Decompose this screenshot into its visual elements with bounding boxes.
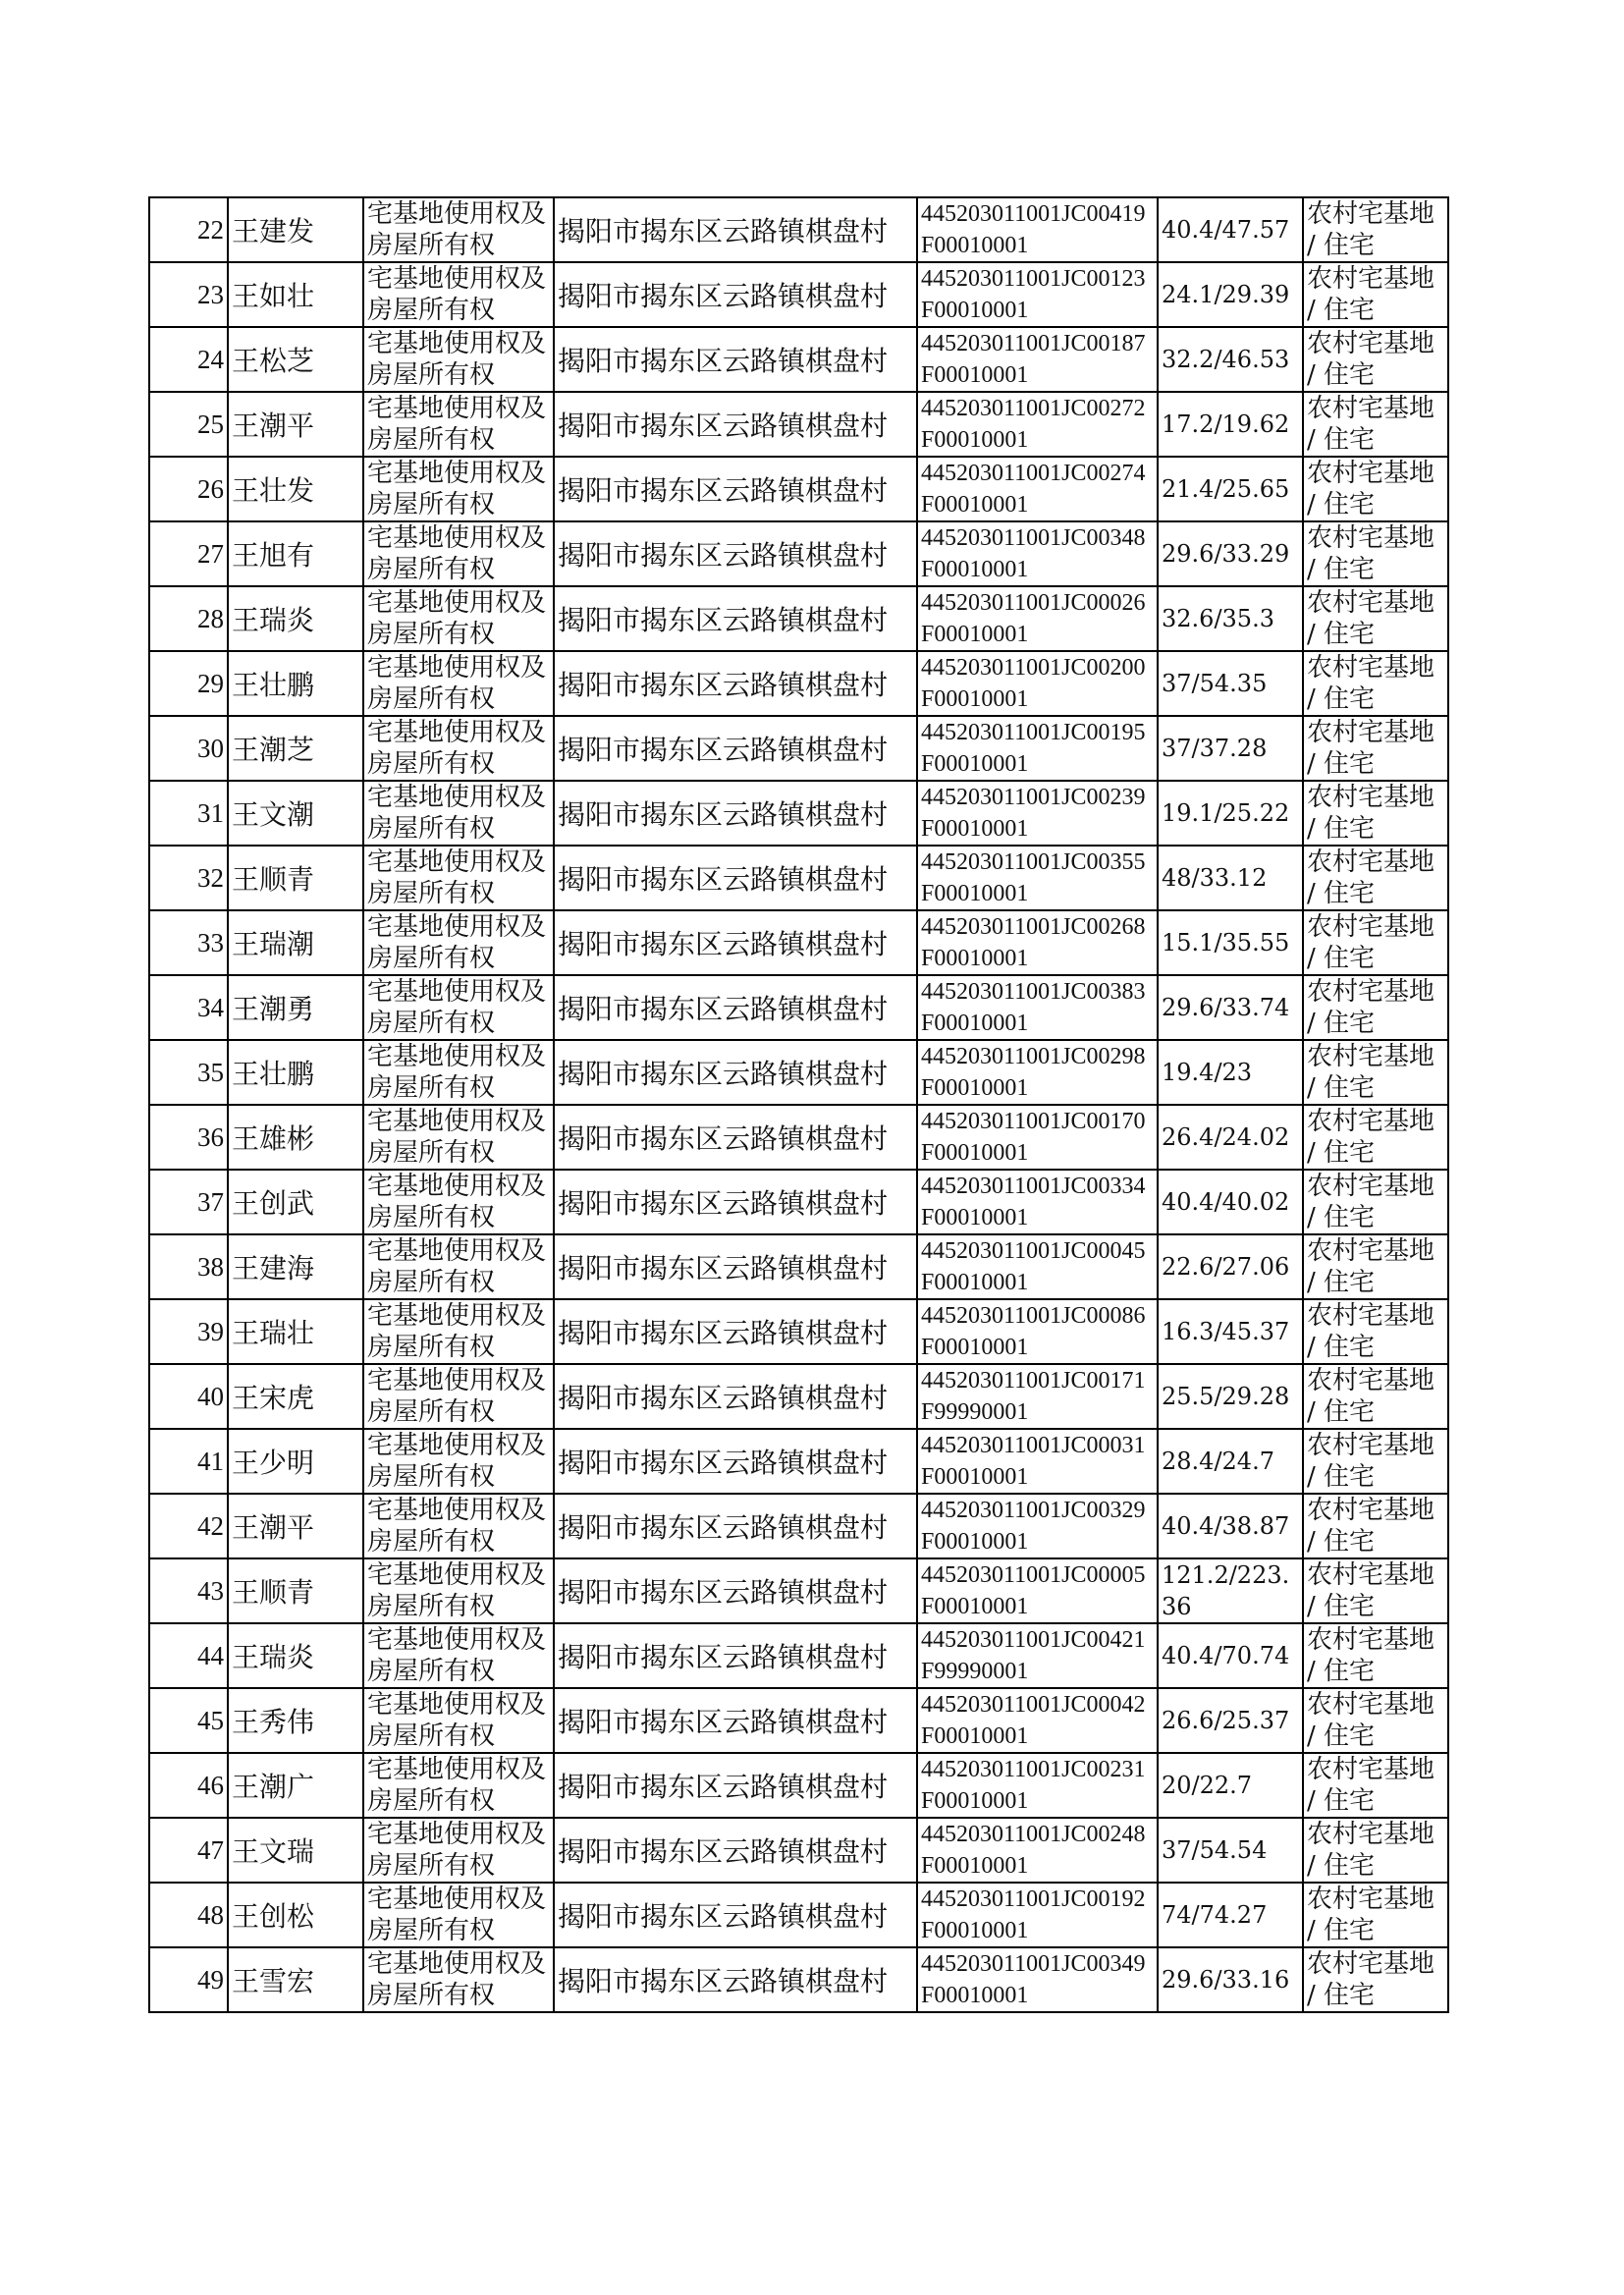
table-row: [149, 1105, 1448, 1170]
area-value-cell: 25.5/29.28: [1158, 1364, 1303, 1429]
land-usage-cell: 农村宅基地 / 住宅: [1303, 521, 1448, 586]
land-usage-cell: 农村宅基地 / 住宅: [1303, 1170, 1448, 1234]
table-row: [149, 1299, 1448, 1364]
right-type-cell: 宅基地使用权及房屋所有权: [363, 1688, 554, 1753]
right-type-cell: 宅基地使用权及房屋所有权: [363, 457, 554, 521]
table-row: [149, 1429, 1448, 1494]
location-address-cell: 揭阳市揭东区云路镇棋盘村: [554, 1040, 917, 1105]
unit-code-cell: 445203011001JC00200F00010001: [917, 651, 1158, 716]
table-row: [149, 1883, 1448, 1947]
table-row: [149, 521, 1448, 586]
row-number-cell: 40: [149, 1364, 228, 1429]
row-number-cell: 39: [149, 1299, 228, 1364]
owner-name-cell: 王松芝: [228, 327, 363, 392]
table-row: [149, 457, 1448, 521]
area-value-cell: 40.4/40.02: [1158, 1170, 1303, 1234]
unit-code-cell: 445203011001JC00187F00010001: [917, 327, 1158, 392]
owner-name-cell: 王壮鹏: [228, 651, 363, 716]
land-usage-cell: 农村宅基地 / 住宅: [1303, 197, 1448, 262]
location-address-cell: 揭阳市揭东区云路镇棋盘村: [554, 1623, 917, 1688]
row-number-cell: 33: [149, 910, 228, 975]
location-address-cell: 揭阳市揭东区云路镇棋盘村: [554, 1947, 917, 2012]
location-address-cell: 揭阳市揭东区云路镇棋盘村: [554, 521, 917, 586]
area-value-cell: 20/22.7: [1158, 1753, 1303, 1818]
owner-name-cell: 王建发: [228, 197, 363, 262]
location-address-cell: 揭阳市揭东区云路镇棋盘村: [554, 781, 917, 846]
table-row: [149, 846, 1448, 910]
right-type-cell: 宅基地使用权及房屋所有权: [363, 392, 554, 457]
row-number-cell: 49: [149, 1947, 228, 2012]
unit-code-cell: 445203011001JC00239F00010001: [917, 781, 1158, 846]
location-address-cell: 揭阳市揭东区云路镇棋盘村: [554, 1753, 917, 1818]
unit-code-cell: 445203011001JC00005F00010001: [917, 1558, 1158, 1623]
area-value-cell: 19.1/25.22: [1158, 781, 1303, 846]
area-value-cell: 26.6/25.37: [1158, 1688, 1303, 1753]
row-number-cell: 29: [149, 651, 228, 716]
row-number-cell: 36: [149, 1105, 228, 1170]
right-type-cell: 宅基地使用权及房屋所有权: [363, 651, 554, 716]
unit-code-cell: 445203011001JC00383F00010001: [917, 975, 1158, 1040]
location-address-cell: 揭阳市揭东区云路镇棋盘村: [554, 975, 917, 1040]
owner-name-cell: 王瑞炎: [228, 1623, 363, 1688]
row-number-cell: 26: [149, 457, 228, 521]
land-usage-cell: 农村宅基地 / 住宅: [1303, 1234, 1448, 1299]
owner-name-cell: 王少明: [228, 1429, 363, 1494]
right-type-cell: 宅基地使用权及房屋所有权: [363, 1170, 554, 1234]
table-row: [149, 1753, 1448, 1818]
location-address-cell: 揭阳市揭东区云路镇棋盘村: [554, 197, 917, 262]
right-type-cell: 宅基地使用权及房屋所有权: [363, 1364, 554, 1429]
right-type-cell: 宅基地使用权及房屋所有权: [363, 1883, 554, 1947]
table-body: [149, 197, 1448, 2012]
location-address-cell: 揭阳市揭东区云路镇棋盘村: [554, 262, 917, 327]
owner-name-cell: 王顺青: [228, 846, 363, 910]
area-value-cell: 22.6/27.06: [1158, 1234, 1303, 1299]
right-type-cell: 宅基地使用权及房屋所有权: [363, 586, 554, 651]
area-value-cell: 40.4/70.74: [1158, 1623, 1303, 1688]
right-type-cell: 宅基地使用权及房屋所有权: [363, 910, 554, 975]
area-value-cell: 28.4/24.7: [1158, 1429, 1303, 1494]
unit-code-cell: 445203011001JC00355F00010001: [917, 846, 1158, 910]
unit-code-cell: 445203011001JC00123F00010001: [917, 262, 1158, 327]
area-value-cell: 37/37.28: [1158, 716, 1303, 781]
owner-name-cell: 王建海: [228, 1234, 363, 1299]
area-value-cell: 19.4/23: [1158, 1040, 1303, 1105]
row-number-cell: 25: [149, 392, 228, 457]
table-row: [149, 197, 1448, 262]
area-value-cell: 32.2/46.53: [1158, 327, 1303, 392]
row-number-cell: 44: [149, 1623, 228, 1688]
table-row: [149, 910, 1448, 975]
row-number-cell: 30: [149, 716, 228, 781]
location-address-cell: 揭阳市揭东区云路镇棋盘村: [554, 327, 917, 392]
location-address-cell: 揭阳市揭东区云路镇棋盘村: [554, 910, 917, 975]
owner-name-cell: 王创松: [228, 1883, 363, 1947]
land-usage-cell: 农村宅基地 / 住宅: [1303, 1947, 1448, 2012]
unit-code-cell: 445203011001JC00086F00010001: [917, 1299, 1158, 1364]
table-row: [149, 975, 1448, 1040]
area-value-cell: 29.6/33.16: [1158, 1947, 1303, 2012]
table-row: [149, 716, 1448, 781]
table-row: [149, 262, 1448, 327]
area-value-cell: 121.2/223.36: [1158, 1558, 1303, 1623]
location-address-cell: 揭阳市揭东区云路镇棋盘村: [554, 846, 917, 910]
right-type-cell: 宅基地使用权及房屋所有权: [363, 197, 554, 262]
row-number-cell: 41: [149, 1429, 228, 1494]
table-row: [149, 1623, 1448, 1688]
row-number-cell: 43: [149, 1558, 228, 1623]
land-usage-cell: 农村宅基地 / 住宅: [1303, 392, 1448, 457]
unit-code-cell: 445203011001JC00349F00010001: [917, 1947, 1158, 2012]
unit-code-cell: 445203011001JC00031F00010001: [917, 1429, 1158, 1494]
area-value-cell: 24.1/29.39: [1158, 262, 1303, 327]
owner-name-cell: 王壮发: [228, 457, 363, 521]
location-address-cell: 揭阳市揭东区云路镇棋盘村: [554, 651, 917, 716]
location-address-cell: 揭阳市揭东区云路镇棋盘村: [554, 586, 917, 651]
right-type-cell: 宅基地使用权及房屋所有权: [363, 846, 554, 910]
owner-name-cell: 王顺青: [228, 1558, 363, 1623]
owner-name-cell: 王创武: [228, 1170, 363, 1234]
table-row: [149, 1494, 1448, 1558]
land-usage-cell: 农村宅基地 / 住宅: [1303, 262, 1448, 327]
location-address-cell: 揭阳市揭东区云路镇棋盘村: [554, 1883, 917, 1947]
row-number-cell: 48: [149, 1883, 228, 1947]
unit-code-cell: 445203011001JC00348F00010001: [917, 521, 1158, 586]
land-usage-cell: 农村宅基地 / 住宅: [1303, 975, 1448, 1040]
right-type-cell: 宅基地使用权及房屋所有权: [363, 1299, 554, 1364]
row-number-cell: 22: [149, 197, 228, 262]
unit-code-cell: 445203011001JC00192F00010001: [917, 1883, 1158, 1947]
owner-name-cell: 王瑞炎: [228, 586, 363, 651]
location-address-cell: 揭阳市揭东区云路镇棋盘村: [554, 1429, 917, 1494]
unit-code-cell: 445203011001JC00272F00010001: [917, 392, 1158, 457]
table-row: [149, 1558, 1448, 1623]
land-usage-cell: 农村宅基地 / 住宅: [1303, 457, 1448, 521]
right-type-cell: 宅基地使用权及房屋所有权: [363, 1753, 554, 1818]
area-value-cell: 16.3/45.37: [1158, 1299, 1303, 1364]
owner-name-cell: 王潮广: [228, 1753, 363, 1818]
right-type-cell: 宅基地使用权及房屋所有权: [363, 1623, 554, 1688]
table-row: [149, 1170, 1448, 1234]
right-type-cell: 宅基地使用权及房屋所有权: [363, 781, 554, 846]
area-value-cell: 74/74.27: [1158, 1883, 1303, 1947]
owner-name-cell: 王文潮: [228, 781, 363, 846]
row-number-cell: 24: [149, 327, 228, 392]
row-number-cell: 45: [149, 1688, 228, 1753]
land-usage-cell: 农村宅基地 / 住宅: [1303, 846, 1448, 910]
area-value-cell: 15.1/35.55: [1158, 910, 1303, 975]
right-type-cell: 宅基地使用权及房屋所有权: [363, 1040, 554, 1105]
location-address-cell: 揭阳市揭东区云路镇棋盘村: [554, 1364, 917, 1429]
table-row: [149, 1364, 1448, 1429]
owner-name-cell: 王瑞潮: [228, 910, 363, 975]
right-type-cell: 宅基地使用权及房屋所有权: [363, 1494, 554, 1558]
right-type-cell: 宅基地使用权及房屋所有权: [363, 1818, 554, 1883]
right-type-cell: 宅基地使用权及房屋所有权: [363, 1234, 554, 1299]
owner-name-cell: 王潮勇: [228, 975, 363, 1040]
land-usage-cell: 农村宅基地 / 住宅: [1303, 781, 1448, 846]
unit-code-cell: 445203011001JC00195F00010001: [917, 716, 1158, 781]
location-address-cell: 揭阳市揭东区云路镇棋盘村: [554, 1818, 917, 1883]
unit-code-cell: 445203011001JC00248F00010001: [917, 1818, 1158, 1883]
row-number-cell: 42: [149, 1494, 228, 1558]
land-usage-cell: 农村宅基地 / 住宅: [1303, 1558, 1448, 1623]
location-address-cell: 揭阳市揭东区云路镇棋盘村: [554, 1558, 917, 1623]
area-value-cell: 40.4/38.87: [1158, 1494, 1303, 1558]
unit-code-cell: 445203011001JC00298F00010001: [917, 1040, 1158, 1105]
unit-code-cell: 445203011001JC00419F00010001: [917, 197, 1158, 262]
location-address-cell: 揭阳市揭东区云路镇棋盘村: [554, 1105, 917, 1170]
right-type-cell: 宅基地使用权及房屋所有权: [363, 1429, 554, 1494]
owner-name-cell: 王壮鹏: [228, 1040, 363, 1105]
table-row: [149, 1040, 1448, 1105]
row-number-cell: 47: [149, 1818, 228, 1883]
right-type-cell: 宅基地使用权及房屋所有权: [363, 262, 554, 327]
row-number-cell: 35: [149, 1040, 228, 1105]
area-value-cell: 40.4/47.57: [1158, 197, 1303, 262]
right-type-cell: 宅基地使用权及房屋所有权: [363, 1105, 554, 1170]
land-usage-cell: 农村宅基地 / 住宅: [1303, 1040, 1448, 1105]
area-value-cell: 32.6/35.3: [1158, 586, 1303, 651]
table-row: [149, 1688, 1448, 1753]
land-usage-cell: 农村宅基地 / 住宅: [1303, 1364, 1448, 1429]
land-usage-cell: 农村宅基地 / 住宅: [1303, 1883, 1448, 1947]
land-usage-cell: 农村宅基地 / 住宅: [1303, 1105, 1448, 1170]
unit-code-cell: 445203011001JC00231F00010001: [917, 1753, 1158, 1818]
unit-code-cell: 445203011001JC00274F00010001: [917, 457, 1158, 521]
row-number-cell: 32: [149, 846, 228, 910]
owner-name-cell: 王雪宏: [228, 1947, 363, 2012]
land-usage-cell: 农村宅基地 / 住宅: [1303, 1688, 1448, 1753]
right-type-cell: 宅基地使用权及房屋所有权: [363, 716, 554, 781]
location-address-cell: 揭阳市揭东区云路镇棋盘村: [554, 1299, 917, 1364]
right-type-cell: 宅基地使用权及房屋所有权: [363, 975, 554, 1040]
land-usage-cell: 农村宅基地 / 住宅: [1303, 651, 1448, 716]
location-address-cell: 揭阳市揭东区云路镇棋盘村: [554, 392, 917, 457]
owner-name-cell: 王宋虎: [228, 1364, 363, 1429]
area-value-cell: 26.4/24.02: [1158, 1105, 1303, 1170]
area-value-cell: 37/54.35: [1158, 651, 1303, 716]
area-value-cell: 48/33.12: [1158, 846, 1303, 910]
land-usage-cell: 农村宅基地 / 住宅: [1303, 1494, 1448, 1558]
row-number-cell: 23: [149, 262, 228, 327]
row-number-cell: 34: [149, 975, 228, 1040]
land-usage-cell: 农村宅基地 / 住宅: [1303, 910, 1448, 975]
unit-code-cell: 445203011001JC00170F00010001: [917, 1105, 1158, 1170]
area-value-cell: 37/54.54: [1158, 1818, 1303, 1883]
right-type-cell: 宅基地使用权及房屋所有权: [363, 327, 554, 392]
unit-code-cell: 445203011001JC00329F00010001: [917, 1494, 1158, 1558]
location-address-cell: 揭阳市揭东区云路镇棋盘村: [554, 1494, 917, 1558]
unit-code-cell: 445203011001JC00171F99990001: [917, 1364, 1158, 1429]
table-row: [149, 586, 1448, 651]
owner-name-cell: 王潮平: [228, 1494, 363, 1558]
owner-name-cell: 王潮芝: [228, 716, 363, 781]
right-type-cell: 宅基地使用权及房屋所有权: [363, 521, 554, 586]
table-row: [149, 651, 1448, 716]
location-address-cell: 揭阳市揭东区云路镇棋盘村: [554, 1170, 917, 1234]
location-address-cell: 揭阳市揭东区云路镇棋盘村: [554, 1234, 917, 1299]
row-number-cell: 46: [149, 1753, 228, 1818]
owner-name-cell: 王秀伟: [228, 1688, 363, 1753]
property-rights-table: [148, 196, 1449, 2013]
land-usage-cell: 农村宅基地 / 住宅: [1303, 716, 1448, 781]
table-row: [149, 327, 1448, 392]
owner-name-cell: 王瑞壮: [228, 1299, 363, 1364]
owner-name-cell: 王雄彬: [228, 1105, 363, 1170]
table-row: [149, 1947, 1448, 2012]
location-address-cell: 揭阳市揭东区云路镇棋盘村: [554, 1688, 917, 1753]
owner-name-cell: 王如壮: [228, 262, 363, 327]
unit-code-cell: 445203011001JC00026F00010001: [917, 586, 1158, 651]
owner-name-cell: 王潮平: [228, 392, 363, 457]
table-row: [149, 781, 1448, 846]
area-value-cell: 29.6/33.29: [1158, 521, 1303, 586]
row-number-cell: 38: [149, 1234, 228, 1299]
table-row: [149, 392, 1448, 457]
area-value-cell: 21.4/25.65: [1158, 457, 1303, 521]
row-number-cell: 31: [149, 781, 228, 846]
land-usage-cell: 农村宅基地 / 住宅: [1303, 1429, 1448, 1494]
area-value-cell: 17.2/19.62: [1158, 392, 1303, 457]
area-value-cell: 29.6/33.74: [1158, 975, 1303, 1040]
unit-code-cell: 445203011001JC00045F00010001: [917, 1234, 1158, 1299]
land-usage-cell: 农村宅基地 / 住宅: [1303, 1623, 1448, 1688]
land-usage-cell: 农村宅基地 / 住宅: [1303, 1818, 1448, 1883]
row-number-cell: 27: [149, 521, 228, 586]
unit-code-cell: 445203011001JC00421F99990001: [917, 1623, 1158, 1688]
owner-name-cell: 王文瑞: [228, 1818, 363, 1883]
land-usage-cell: 农村宅基地 / 住宅: [1303, 1753, 1448, 1818]
right-type-cell: 宅基地使用权及房屋所有权: [363, 1947, 554, 2012]
right-type-cell: 宅基地使用权及房屋所有权: [363, 1558, 554, 1623]
row-number-cell: 28: [149, 586, 228, 651]
location-address-cell: 揭阳市揭东区云路镇棋盘村: [554, 457, 917, 521]
owner-name-cell: 王旭有: [228, 521, 363, 586]
table-row: [149, 1234, 1448, 1299]
unit-code-cell: 445203011001JC00334F00010001: [917, 1170, 1158, 1234]
land-usage-cell: 农村宅基地 / 住宅: [1303, 586, 1448, 651]
land-usage-cell: 农村宅基地 / 住宅: [1303, 1299, 1448, 1364]
table-row: [149, 1818, 1448, 1883]
row-number-cell: 37: [149, 1170, 228, 1234]
unit-code-cell: 445203011001JC00268F00010001: [917, 910, 1158, 975]
unit-code-cell: 445203011001JC00042F00010001: [917, 1688, 1158, 1753]
land-usage-cell: 农村宅基地 / 住宅: [1303, 327, 1448, 392]
location-address-cell: 揭阳市揭东区云路镇棋盘村: [554, 716, 917, 781]
